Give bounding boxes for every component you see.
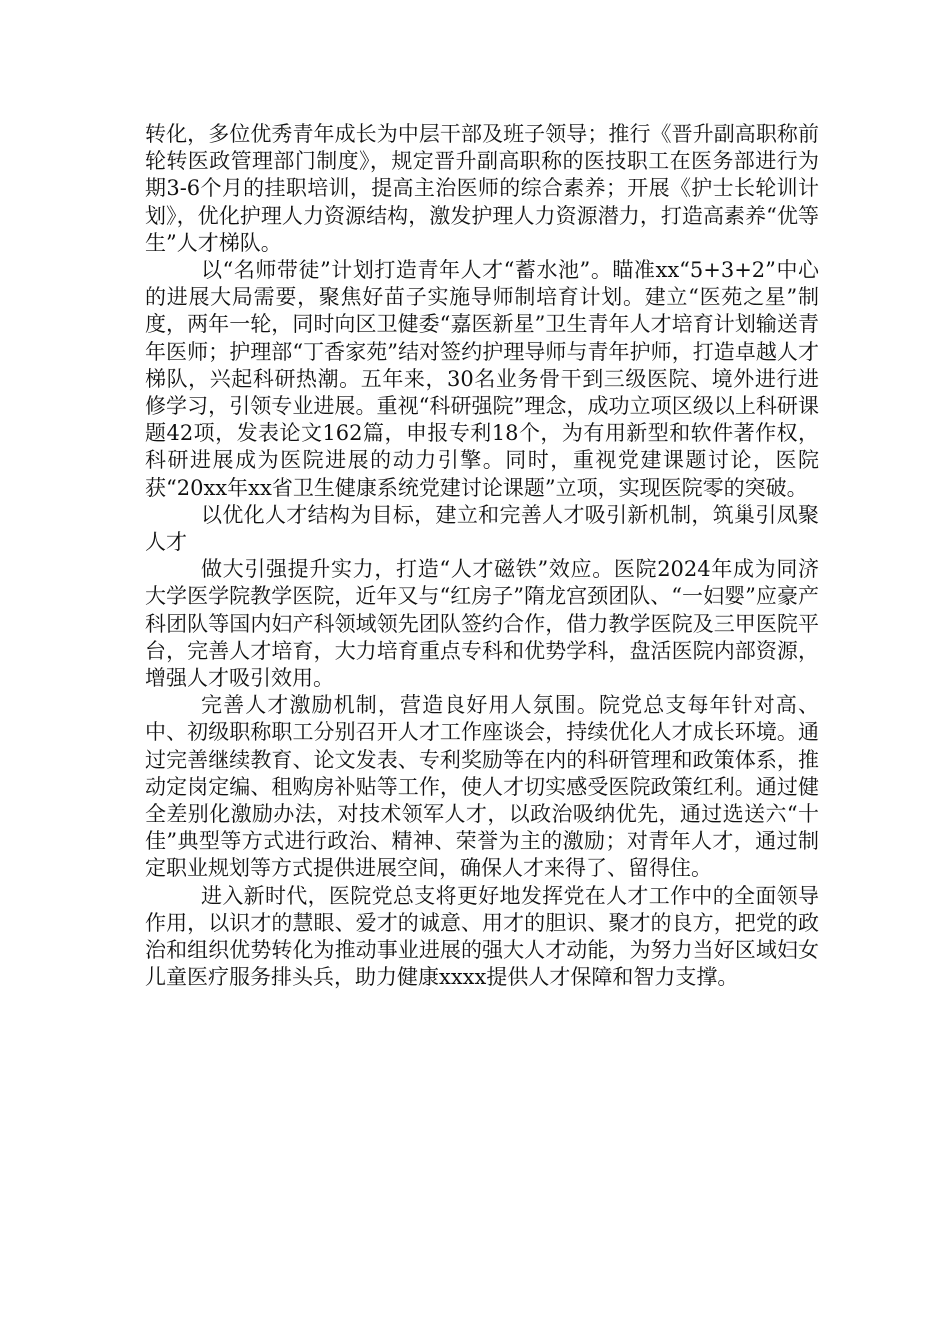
paragraph-mentorship: 以“名师带徒”计划打造青年人才“蓄水池”。瞄准xx“5+3+2”中心的进展大局需要，聚焦好苗子实施导师制培育计划。建立“医苑之星”制度，两年一轮，同时向区卫健委“嘉医新星”卫生青年人才培育计划输送青年医师；护理部“丁香家苑”结对签约护理导师与青年护师，打造卓越人才梯队，兴起科研热潮。五年来，30名业务骨干到三级医院、境外进行进修学习，引领专业进展。重视“科研强院”理念，成功立项区级以上科研课题42项，发表论文162篇，申报专利18个，为有用新型和软件著作权，科研进展成为医院进展的动力引擎。同时，重视党建课题讨论，医院获“20xx年xx省卫生健康系统党建讨论课题”立项，实现医院零的突破。 (145, 258, 819, 500)
document-body (145, 121, 819, 992)
paragraph-continuation: 转化，多位优秀青年成长为中层干部及班子领导；推行《晋升副高职称前轮转医政管理部门制度》，规定晋升副高职称的医技职工在医务部进行为期3-6个月的挂职培训，提高主治医师的综合素养；开展《护士长轮训计划》，优化护理人力资源结构，激发护理人力资源潜力，打造高素养“优等生”人才梯队。 (145, 122, 819, 255)
paragraph-heading-talent-structure: 以优化人才结构为目标，建立和完善人才吸引新机制，筑巢引凤聚人才 (145, 502, 819, 555)
paragraph-incentive-mechanism: 完善人才激励机制，营造良好用人氛围。院党总支每年针对高、中、初级职称职工分别召开人才工作座谈会，持续优化人才成长环境。通过完善继续教育、论文发表、专利奖励等在内的科研管理和政策体系，推动定岗定编、租购房补贴等工作，使人才切实感受医院政策红利。通过健全差别化激励办法，对技术领军人才，以政治吸纳优先，通过选送六“十佳”典型等方式进行政治、精神、荣誉为主的激励；对青年人才，通过制定职业规划等方式提供进展空间，确保人才来得了、留得住。 (145, 693, 819, 881)
paragraph-talent-magnet: 做大引强提升实力，打造“人才磁铁”效应。医院2024年成为同济大学医学院教学医院，近年又与“红房子”隋龙宫颈团队、“一妇婴”应豪产科团队等国内妇产科领域领先团队签约合作，借力教学医院及三甲医院平台，完善人才培育，大力培育重点专科和优势学科，盘活医院内部资源，增强人才吸引效用。 (145, 557, 819, 691)
paragraph-new-era: 进入新时代，医院党总支将更好地发挥党在人才工作中的全面领导作用，以识才的慧眼、爱才的诚意、用才的胆识、聚才的良方，把党的政治和组织优势转化为推动事业进展的强大人才动能，为努力当好区域妇女儿童医疗服务排头兵，助力健康xxxx提供人才保障和智力支撑。 (145, 883, 819, 990)
